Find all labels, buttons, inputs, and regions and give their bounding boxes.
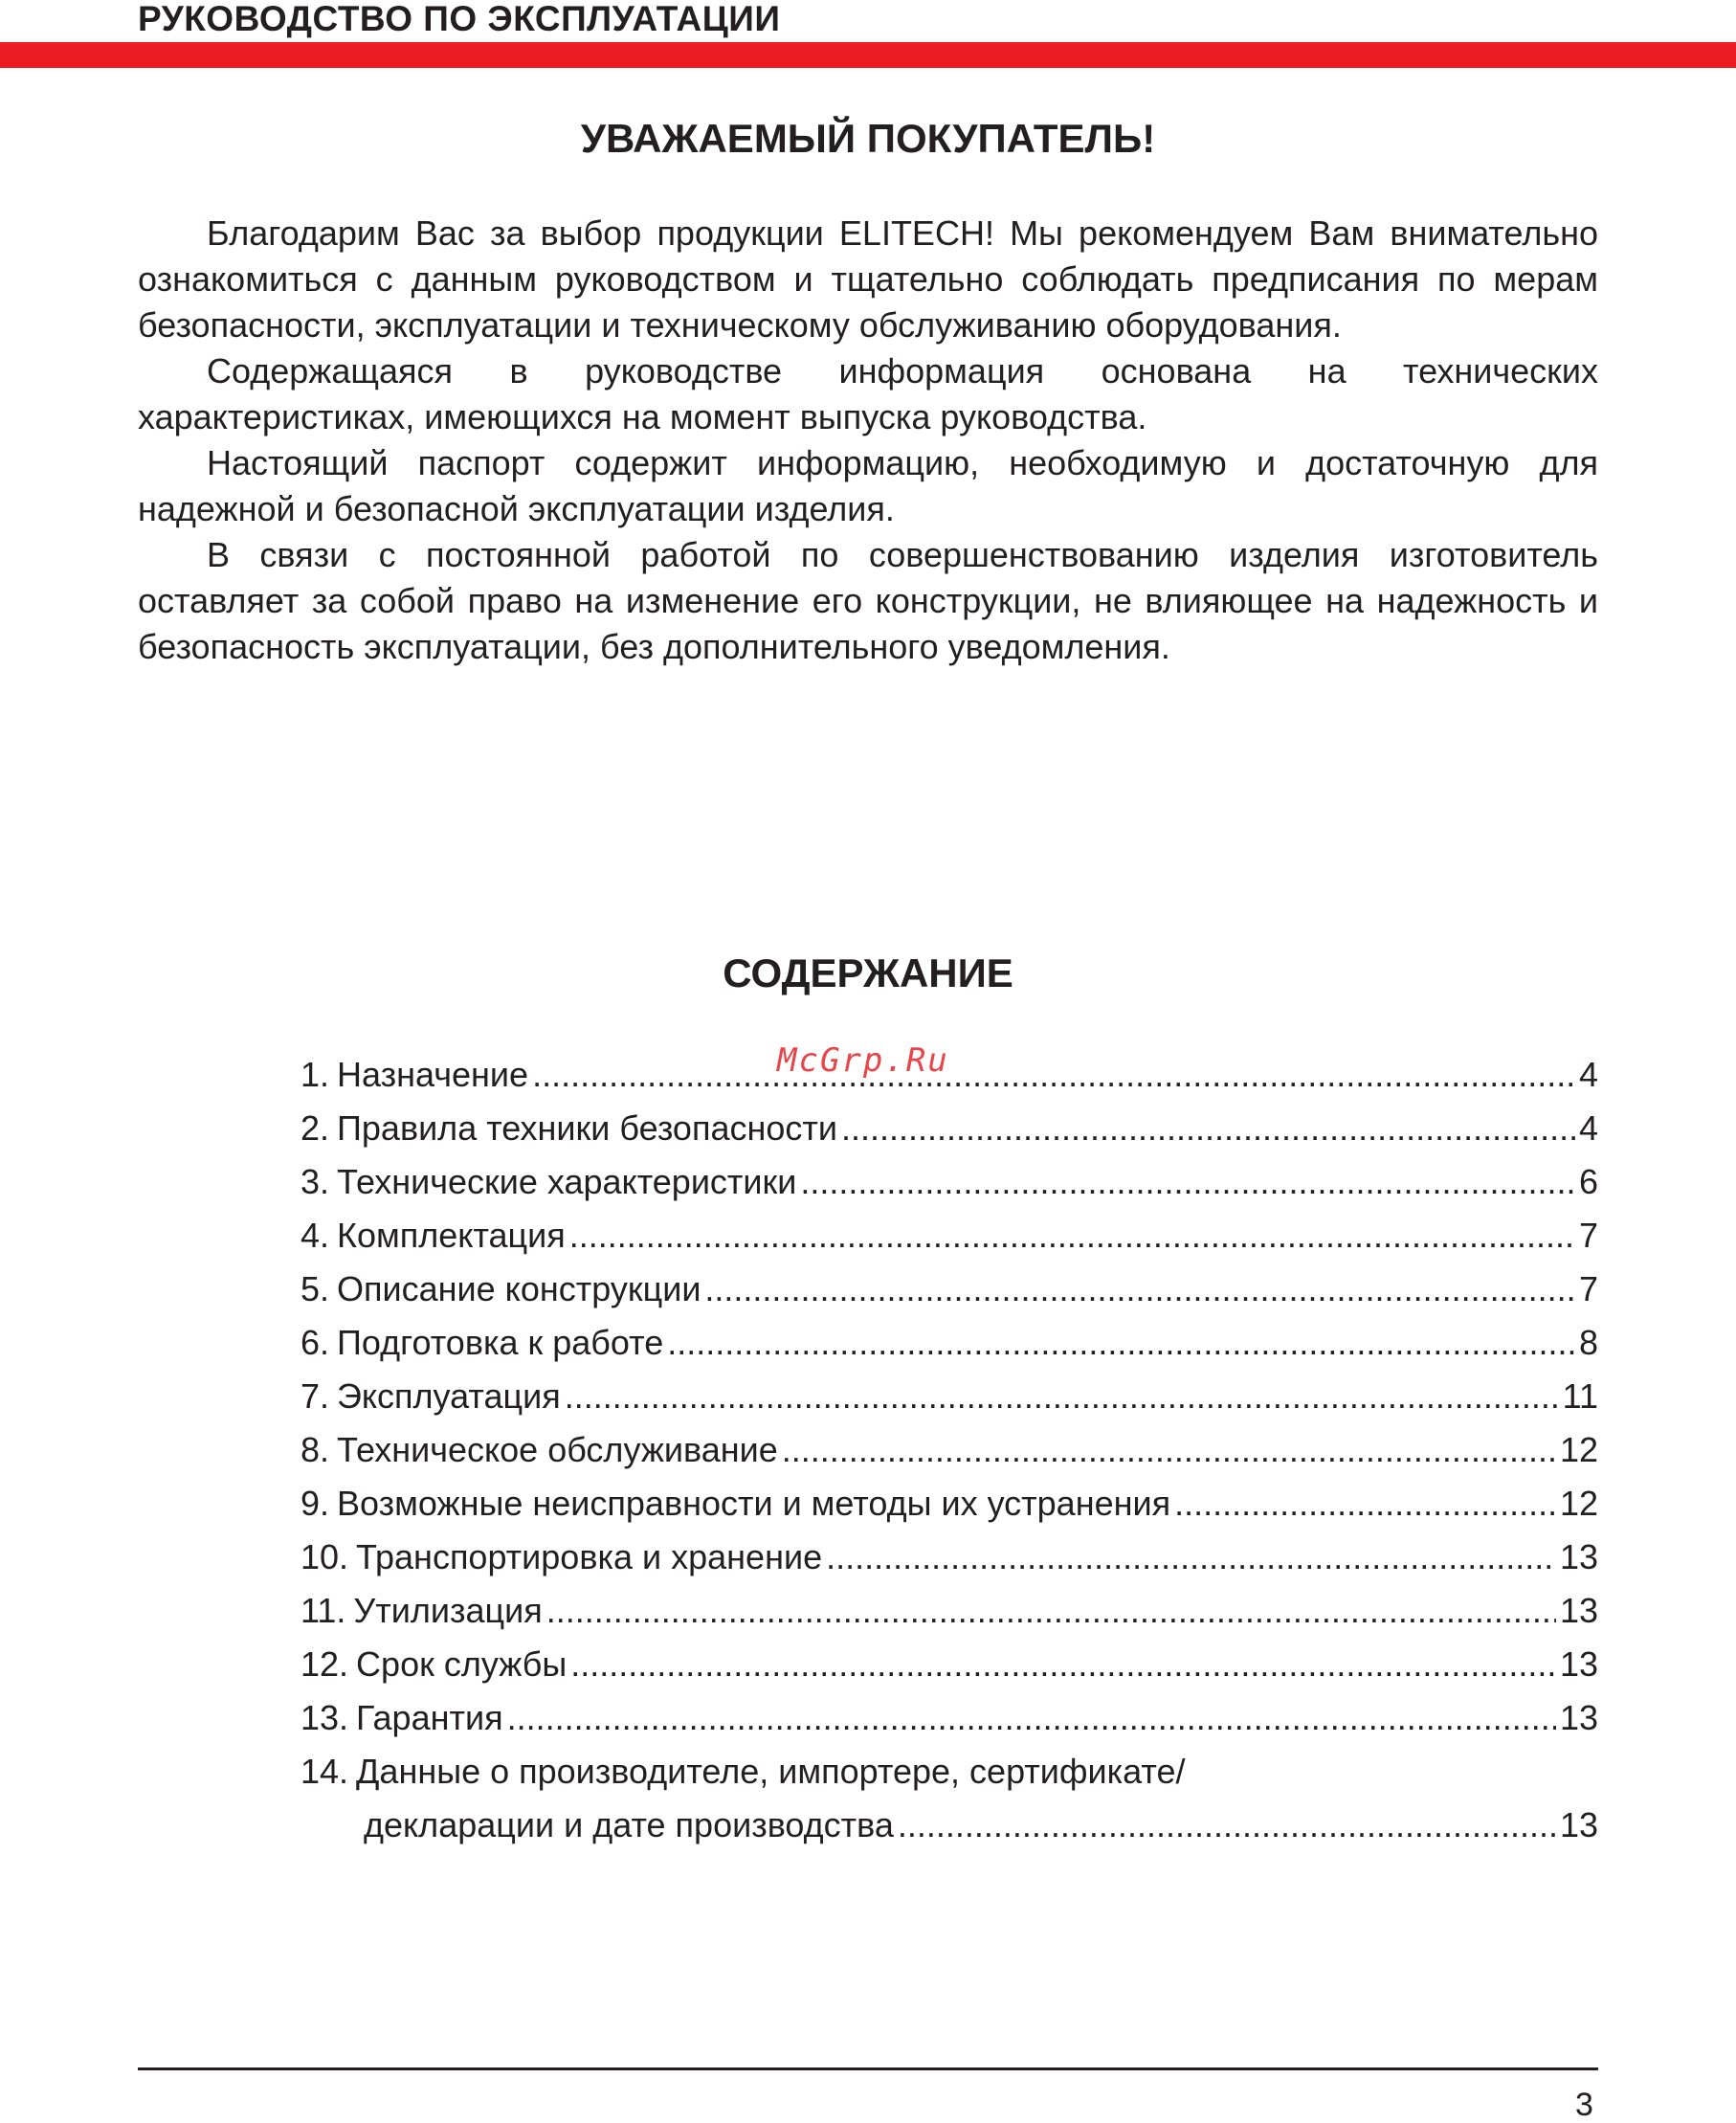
toc-entry-title: Назначение bbox=[337, 1055, 529, 1094]
toc-entry-page: 13 bbox=[1559, 1805, 1598, 1844]
toc-leader-dots bbox=[507, 1691, 1556, 1745]
toc-entry-page: 7 bbox=[1578, 1269, 1598, 1308]
toc-leader-dots bbox=[532, 1048, 1575, 1102]
toc-entry-number: 11. bbox=[300, 1591, 346, 1630]
toc-entry-number: 4. bbox=[300, 1216, 330, 1255]
toc-leader-dots bbox=[546, 1584, 1556, 1638]
toc-entry-number: 12. bbox=[300, 1644, 349, 1684]
toc-entry-title: декларации и дате производства bbox=[364, 1805, 894, 1844]
toc-entry-page: 6 bbox=[1578, 1162, 1598, 1201]
toc-entry[interactable] bbox=[300, 1584, 1598, 1638]
toc-entry-number: 5. bbox=[300, 1269, 330, 1308]
toc-entry[interactable] bbox=[300, 1102, 1598, 1155]
toc-entry-number: 10. bbox=[300, 1537, 349, 1576]
toc-entry-page: 13 bbox=[1559, 1537, 1598, 1576]
toc-leader-dots bbox=[898, 1799, 1556, 1852]
toc-entry-page: 13 bbox=[1559, 1644, 1598, 1684]
toc-entry[interactable] bbox=[300, 1370, 1598, 1423]
greeting-heading: УВАЖАЕМЫЙ ПОКУПАТЕЛЬ! bbox=[580, 116, 1156, 161]
toc-entry[interactable] bbox=[300, 1316, 1598, 1370]
toc-entry-title: Транспортировка и хранение bbox=[356, 1537, 823, 1576]
toc-entry-title: Описание конструкции bbox=[337, 1269, 701, 1308]
toc-entry-number: 1. bbox=[300, 1055, 330, 1094]
toc-entry-title: Данные о производителе, импортере, сертификате/ bbox=[356, 1752, 1186, 1791]
toc-entry[interactable] bbox=[300, 1638, 1598, 1691]
toc-leader-dots bbox=[1174, 1477, 1556, 1531]
footer-rule bbox=[138, 2067, 1598, 2070]
toc-entry-page: 4 bbox=[1578, 1055, 1598, 1094]
toc-entry[interactable] bbox=[300, 1209, 1598, 1263]
toc-leader-dots bbox=[841, 1102, 1575, 1155]
toc-entry-title: Возможные неисправности и методы их устранения bbox=[337, 1484, 1171, 1523]
toc-entry-page: 8 bbox=[1578, 1323, 1598, 1362]
toc-entry-number: 2. bbox=[300, 1108, 330, 1148]
toc-entry[interactable] bbox=[300, 1263, 1598, 1316]
toc-entry[interactable] bbox=[300, 1048, 1598, 1102]
toc-entry-title: Правила техники безопасности bbox=[337, 1108, 837, 1148]
toc-leader-dots bbox=[826, 1531, 1556, 1584]
watermark-text: McGrp.Ru bbox=[777, 1041, 949, 1080]
toc-leader-dots bbox=[570, 1638, 1556, 1691]
toc-leader-dots bbox=[782, 1423, 1556, 1477]
toc-entry[interactable] bbox=[300, 1477, 1598, 1531]
toc-entry-title: Техническое обслуживание bbox=[337, 1430, 778, 1469]
toc-entry-number: 13. bbox=[300, 1698, 349, 1737]
toc-leader-dots bbox=[569, 1209, 1575, 1263]
intro-text bbox=[138, 211, 1598, 670]
toc-entry-title: Эксплуатация bbox=[337, 1376, 561, 1416]
toc-entry-page: 4 bbox=[1578, 1108, 1598, 1148]
toc-leader-dots bbox=[704, 1263, 1575, 1316]
toc-entry[interactable] bbox=[300, 1155, 1598, 1209]
toc-entry-page: 7 bbox=[1578, 1216, 1598, 1255]
intro-paragraph: Настоящий паспорт содержит информацию, необходимую и достаточную для надежной и безопасной эксплуатации изделия. bbox=[138, 443, 1598, 528]
intro-paragraph: Благодарим Вас за выбор продукции ELITECH! Мы рекомендуем Вам внимательно ознакомиться с данным руководством и тщательно соблюдать предписания по мерам безопасности, эксплуатации и техническому обслуживанию оборудования. bbox=[138, 213, 1598, 345]
toc-entry[interactable] bbox=[300, 1423, 1598, 1477]
toc-entry-title: Подготовка к работе bbox=[337, 1323, 664, 1362]
toc-leader-dots bbox=[565, 1370, 1559, 1423]
toc-entry-number: 7. bbox=[300, 1376, 330, 1416]
toc-entry-page: 13 bbox=[1559, 1698, 1598, 1737]
toc-entry-page: 13 bbox=[1559, 1591, 1598, 1630]
toc-entry-number: 3. bbox=[300, 1162, 330, 1201]
toc-leader-dots bbox=[667, 1316, 1575, 1370]
intro-paragraph: Содержащаяся в руководстве информация основана на технических характеристиках, имеющихся на момент выпуска руководства. bbox=[138, 351, 1598, 436]
toc-heading: СОДЕРЖАНИЕ bbox=[723, 950, 1013, 995]
toc-entry-page: 11 bbox=[1562, 1376, 1598, 1416]
toc-entry-title: Гарантия bbox=[356, 1698, 503, 1737]
toc-entry-title: Срок службы bbox=[356, 1644, 568, 1684]
toc-entry-page: 12 bbox=[1559, 1484, 1598, 1523]
toc-entry-number: 6. bbox=[300, 1323, 330, 1362]
running-header-title: РУКОВОДСТВО ПО ЭКСПЛУАТАЦИИ bbox=[138, 0, 781, 38]
toc-entry-title: Комплектация bbox=[337, 1216, 566, 1255]
toc-entry[interactable] bbox=[300, 1531, 1598, 1584]
toc-entry-title: Технические характеристики bbox=[337, 1162, 797, 1201]
toc-entry-page: 12 bbox=[1559, 1430, 1598, 1469]
toc-entry-number: 9. bbox=[300, 1484, 330, 1523]
toc-entry-number: 8. bbox=[300, 1430, 330, 1469]
toc-entry-number: 14. bbox=[300, 1752, 349, 1791]
page-number: 3 bbox=[1575, 2087, 1593, 2123]
toc-entry[interactable] bbox=[300, 1691, 1598, 1745]
toc-entry[interactable] bbox=[300, 1745, 1598, 1799]
toc-entry-continuation[interactable] bbox=[300, 1799, 1598, 1852]
intro-paragraph: В связи с постоянной работой по совершенствованию изделия изготовитель оставляет за собой право на изменение его конструкции, не влияющее на надежность и безопасность эксплуатации, без дополнительного уведомления. bbox=[138, 535, 1598, 666]
toc-leader-dots bbox=[800, 1155, 1575, 1209]
table-of-contents bbox=[300, 1048, 1598, 1852]
toc-entry-title: Утилизация bbox=[353, 1591, 543, 1630]
header-red-band bbox=[0, 42, 1736, 68]
